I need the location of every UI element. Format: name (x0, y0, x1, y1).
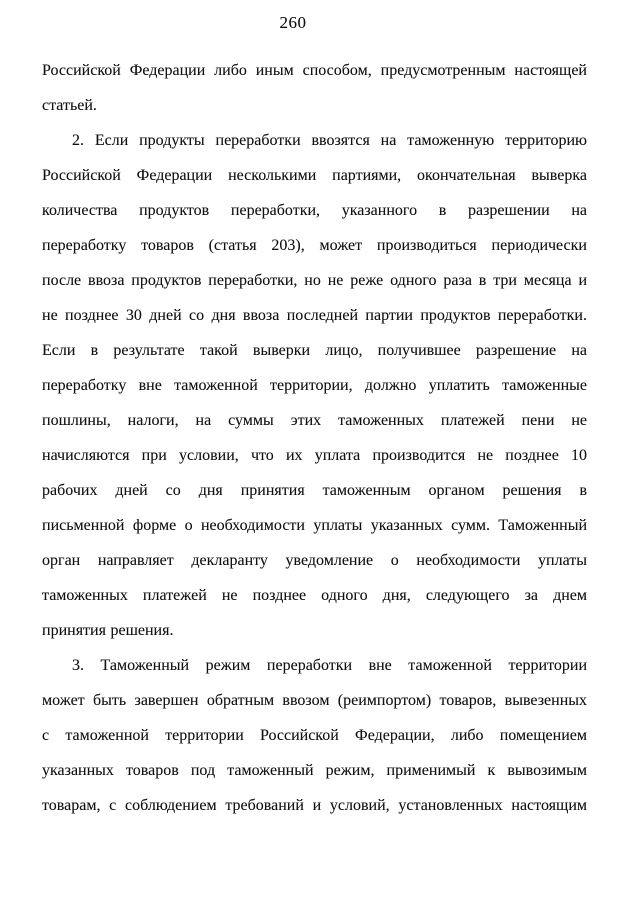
text-line: принятия решения. (42, 622, 174, 639)
text-line: начисляются при условии, что их уплата производится не позднее 10 (42, 447, 587, 464)
text-line: рабочих дней со дня принятия таможенным органом решения в (42, 482, 587, 499)
text-line: переработку вне таможенной территории, должно уплатить таможенные (42, 377, 587, 394)
text-line: Российской Федерации несколькими партиями, окончательная выверка (42, 167, 587, 184)
text-line: орган направляет декларанту уведомление о необходимости уплаты (42, 552, 587, 569)
text-line: количества продуктов переработки, указанного в разрешении на (42, 202, 587, 219)
text-line: 2. Если продукты переработки ввозятся на таможенную территорию (72, 132, 587, 149)
text-line: переработку товаров (статья 203), может производиться периодически (42, 237, 587, 254)
text-line: письменной форме о необходимости уплаты указанных сумм. Таможенный (42, 517, 587, 534)
text-line: указанных товаров под таможенный режим, применимый к вывозимым (42, 762, 587, 779)
page-number: 260 (279, 13, 307, 32)
text-line: таможенных платежей не позднее одного дня, следующего за днем (42, 587, 587, 604)
text-line: после ввоза продуктов переработки, но не реже одного раза в три месяца и (42, 272, 587, 289)
text-line: пошлины, налоги, на суммы этих таможенных платежей пени не (42, 412, 587, 429)
text-line: Если в результате такой выверки лицо, получившее разрешение на (42, 342, 587, 359)
text-line: Российской Федерации либо иным способом, предусмотренным настоящей (42, 62, 587, 79)
text-line: с таможенной территории Российской Федерации, либо помещением (42, 727, 587, 744)
page-text-block (42, 53, 587, 823)
text-line: статьей. (42, 97, 97, 114)
text-line: не позднее 30 дней со дня ввоза последней партии продуктов переработки. (42, 307, 587, 324)
text-line: товарам, с соблюдением требований и условий, установленных настоящим (42, 797, 587, 814)
text-line: может быть завершен обратным ввозом (реимпортом) товаров, вывезенных (42, 692, 587, 709)
text-line: 3. Таможенный режим переработки вне таможенной территории (72, 657, 587, 674)
